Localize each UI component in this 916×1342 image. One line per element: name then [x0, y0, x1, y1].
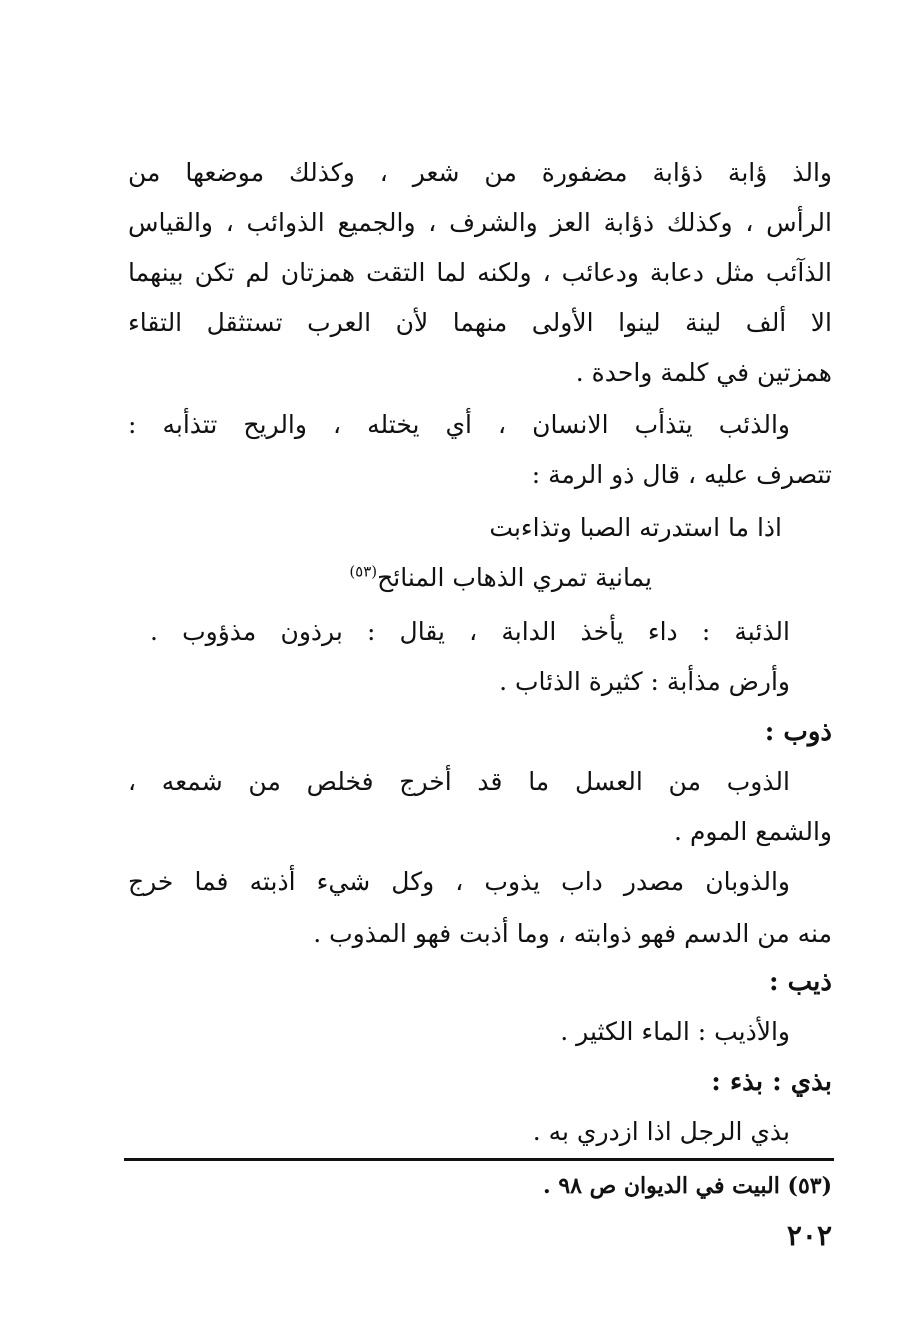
footnote-divider [124, 1158, 834, 1161]
footnote-marker: (٥٣) [349, 562, 378, 581]
text-line: وأرض مذأبة : كثيرة الذئاب . [499, 667, 790, 696]
text-line: بذي الرجل اذا ازدري به . [532, 1117, 790, 1146]
verse-text: يمانية تمري الذهاب المنائح [377, 563, 652, 592]
entry-heading: بذي : بذء : [711, 1067, 832, 1097]
text-line: الا ألف لينة لينوا الأولى منهما لأن العرب تستثقل التقاء [128, 308, 832, 337]
text-line: والأذيب : الماء الكثير . [560, 1017, 790, 1046]
footnote: (٥٣) البيت في الديوان ص ٩٨ . [542, 1173, 832, 1199]
verse-line: اذا ما استدرته الصبا وتذاءبت [489, 513, 782, 542]
text-line: الذآئب مثل دعابة ودعائب ، ولكنه لما التقت همزتان لم تكن بينهما [128, 258, 832, 287]
text-line: منه من الدسم فهو ذوابته ، وما أذبت فهو المذوب . [313, 919, 832, 948]
page-number: ٢٠٢ [786, 1219, 832, 1252]
text-line: الرأس ، وكذلك ذؤابة العز والشرف ، والجميع الذوائب ، والقياس [128, 208, 832, 237]
text-line: تتصرف عليه ، قال ذو الرمة : [531, 460, 832, 489]
entry-heading: ذيب : [769, 967, 832, 997]
text-line: همزتين في كلمة واحدة . [575, 358, 832, 387]
entry-heading: ذوب : [764, 717, 832, 747]
text-line: والذئب يتذأب الانسان ، أي يختله ، والريح تتذأبه : [128, 410, 790, 439]
text-line: والذ ؤابة ذؤابة مضفورة من شعر ، وكذلك موضعها من [128, 158, 832, 187]
text-line: والشمع الموم . [674, 817, 832, 846]
text-line: الذوب من العسل ما قد أخرج فخلص من شمعه ، [128, 767, 790, 796]
verse-line [128, 558, 652, 598]
text-line: الذئبة : داء يأخذ الدابة ، يقال : برذون مذؤوب . [150, 617, 790, 646]
text-line: والذوبان مصدر داب يذوب ، وكل شيء أذبته فما خرج [128, 867, 790, 896]
